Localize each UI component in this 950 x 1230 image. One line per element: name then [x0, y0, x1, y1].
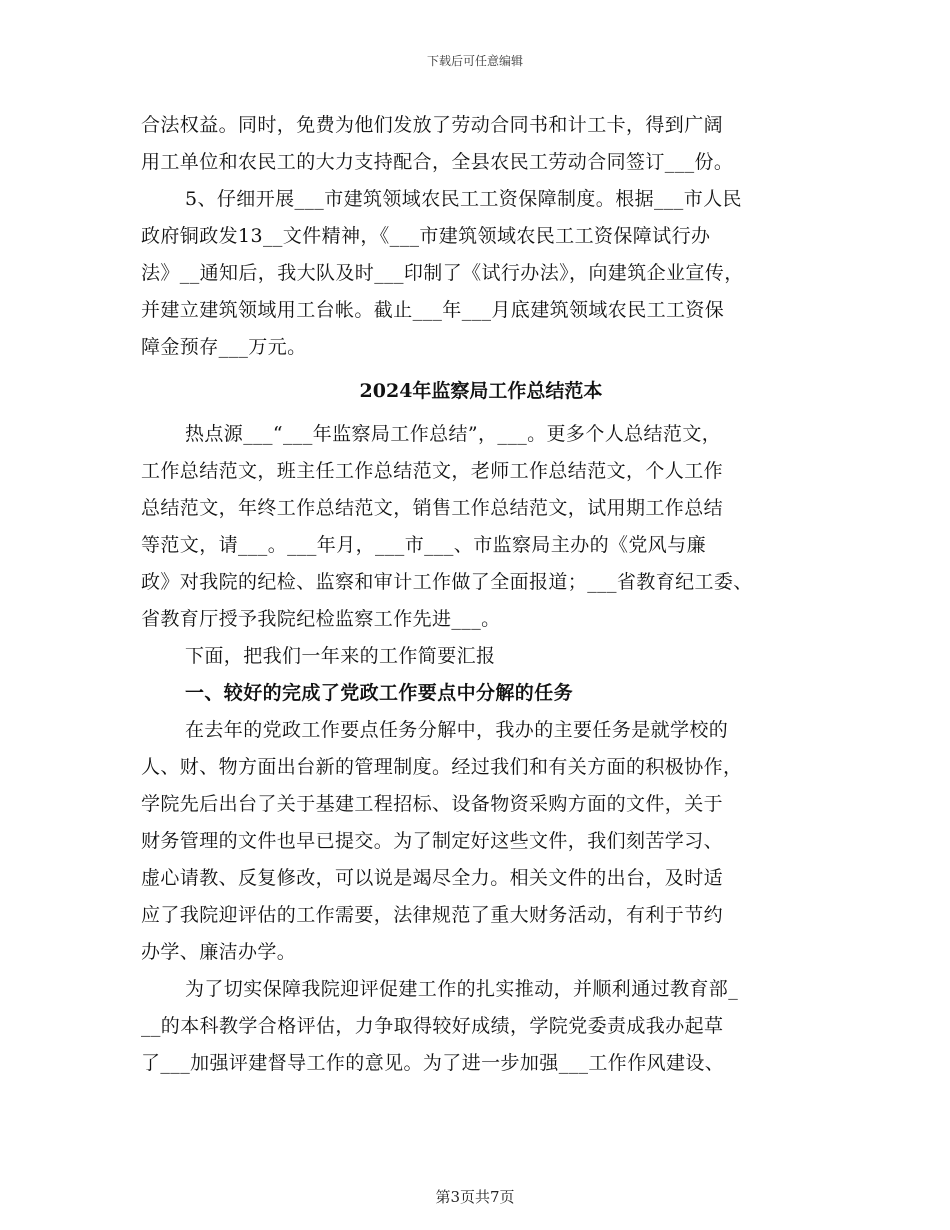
paragraph-line: 办学、廉洁办学。: [141, 941, 297, 963]
paragraph-line: 人、财、物方面出台新的管理制度。经过我们和有关方面的积极协作，: [141, 756, 743, 778]
paragraph-line: 为了切实保障我院迎评促建工作的扎实推动，并顺利通过教育部_: [185, 978, 739, 1000]
paragraph-line: 下面，把我们一年来的工作简要汇报: [185, 645, 496, 667]
page-number: 第3页共7页: [435, 1188, 515, 1206]
paragraph-line: 工作总结范文，班主任工作总结范文，老师工作总结范文，个人工作: [141, 460, 724, 482]
paragraph-line: __的本科教学合格评估，力争取得较好成绩，学院党委责成我办起草: [141, 1015, 724, 1037]
paragraph-line: 政府铜政发13__文件精神，《___市建筑领域农民工工资保障试行办: [141, 225, 711, 247]
document-body: [141, 107, 821, 1082]
paragraph-line: 合法权益。同时，免费为他们发放了劳动合同书和计工卡，得到广阔: [141, 114, 724, 136]
paragraph-line: 应了我院迎评估的工作需要，法律规范了重大财务活动，有利于节约: [141, 904, 724, 926]
paragraph-line: 等范文，请___。___年月，___市___、市监察局主办的《党风与廉: [141, 534, 707, 556]
paragraph-line: 并建立建筑领域用工台帐。截止___年___月底建筑领域农民工工资保: [141, 299, 725, 321]
paragraph-line: 学院先后出台了关于基建工程招标、设备物资采购方面的文件，关于: [141, 793, 724, 815]
paragraph-line: 虚心请教、反复修改，可以说是竭尽全力。相关文件的出台，及时适: [141, 867, 724, 889]
paragraph-line: 障金预存___万元。: [141, 336, 307, 358]
header-note: 下载后可任意编辑: [426, 54, 523, 68]
paragraph-line: 在去年的党政工作要点任务分解中，我办的主要任务是就学校的: [185, 719, 729, 741]
paragraph-line: 热点源___“___年监察局工作总结”，___。更多个人总结范文，: [185, 423, 722, 445]
paragraph-line: 5、仔细开展___市建筑领域农民工工资保障制度。根据___市人民: [185, 188, 742, 210]
paragraph-line: 财务管理的文件也早已提交。为了制定好这些文件，我们刻苦学习、: [141, 830, 724, 852]
paragraph-line: 了___加强评建督导工作的意见。为了进一步加强___工作作风建设、: [141, 1052, 725, 1074]
document-title: 2024年监察局工作总结范本: [359, 380, 603, 402]
paragraph-line: 省教育厅授予我院纪检监察工作先进___。: [141, 608, 501, 630]
paragraph-line: 总结范文，年终工作总结范文，销售工作总结范文，试用期工作总结: [141, 497, 724, 519]
paragraph-line: 用工单位和农民工的大力支持配合，全县农民工劳动合同签订___份。: [141, 151, 734, 173]
paragraph-line: 政》对我院的纪检、监察和审计工作做了全面报道；___省教育纪工委、: [141, 571, 753, 593]
section-heading: 一、较好的完成了党政工作要点中分解的任务: [185, 682, 574, 704]
paragraph-line: 法》__通知后，我大队及时___印制了《试行办法》，向建筑企业宣传，: [141, 262, 744, 284]
